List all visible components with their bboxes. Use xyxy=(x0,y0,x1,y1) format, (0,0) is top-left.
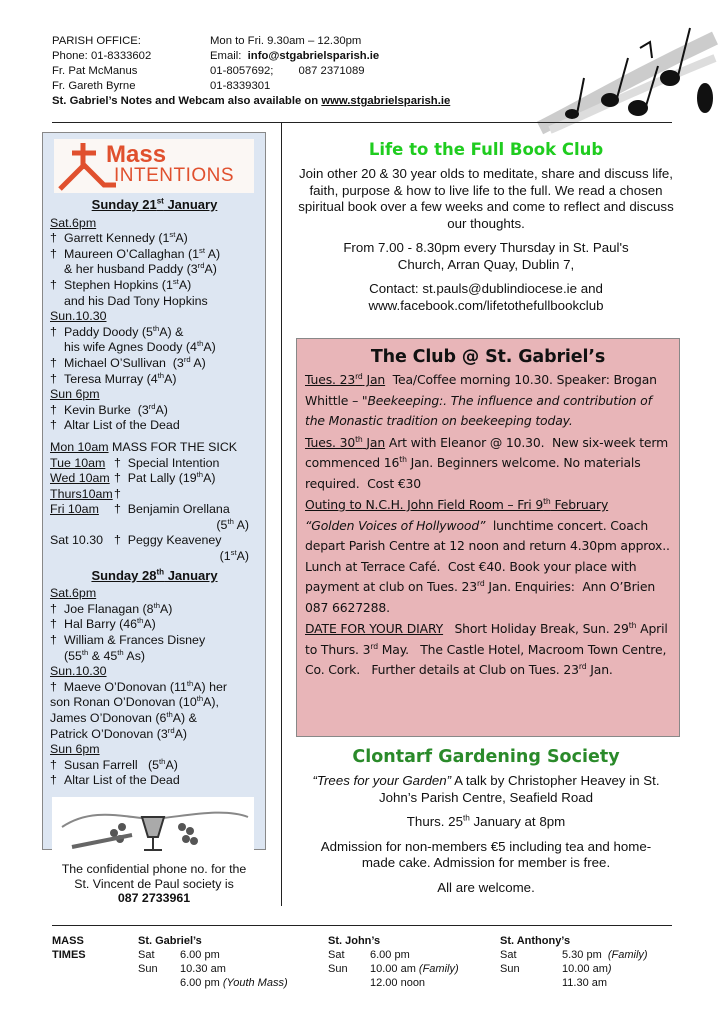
text-segment: January at 8pm xyxy=(469,814,566,829)
mass-time-row xyxy=(328,976,459,990)
superscript: th xyxy=(153,600,160,610)
intentions-list xyxy=(50,586,259,789)
superscript: st xyxy=(169,230,176,240)
intention-item xyxy=(50,231,259,247)
sunday-heading xyxy=(50,197,259,213)
email-label: Email: xyxy=(210,50,248,62)
text-segment: A) xyxy=(203,471,216,486)
intention-item xyxy=(50,325,259,341)
gardening-talk xyxy=(290,773,682,806)
weekday-item xyxy=(50,456,259,472)
mass-day: Sun xyxy=(500,963,520,975)
sunday-heading xyxy=(50,568,259,584)
book-club-intro: Join other 20 & 30 year olds to meditate, share and discuss life, faith, purpose & how to live life to the full. We read a chosen spiritual book over a few weeks and come to reflect and discuss our thoughts. xyxy=(298,166,674,231)
text-segment: James O’Donovan (6 xyxy=(50,711,167,725)
weekday-item xyxy=(50,487,259,503)
mass-day xyxy=(500,976,562,990)
club-panel xyxy=(296,338,680,737)
mass-time: 10.00 am (Family) xyxy=(370,963,459,975)
text-segment: William & Frances Disney xyxy=(64,633,206,648)
text-segment: Joe Flanagan (8 xyxy=(64,601,154,616)
logo-mass: Mass xyxy=(106,141,167,168)
club-item xyxy=(305,370,671,432)
intention-item xyxy=(50,727,259,743)
superscript: th xyxy=(462,813,470,823)
book-club-title: Life to the Full Book Club xyxy=(368,140,604,159)
text-segment: Jan xyxy=(362,434,386,450)
chalice-grapes-image xyxy=(52,797,254,855)
superscript: th xyxy=(81,647,89,657)
column-divider xyxy=(281,122,282,906)
text-segment: A) xyxy=(175,231,188,246)
superscript: th xyxy=(196,469,204,479)
superscript: th xyxy=(227,516,234,526)
mass-time-row xyxy=(328,948,459,962)
mass-time: 6.00 pm (Youth Mass) xyxy=(180,977,288,989)
superscript: st xyxy=(230,547,237,557)
text-segment: A) xyxy=(164,371,177,386)
intention-item xyxy=(50,758,259,774)
svp-text: St. Vincent de Paul society is xyxy=(74,876,234,891)
mass-time: 10.30 am xyxy=(180,963,226,975)
weekday-item xyxy=(50,502,259,518)
weekday-label: Wed 10am xyxy=(50,471,110,486)
weekday-item xyxy=(50,533,259,549)
mass-time-row xyxy=(500,962,648,976)
text-segment: † Special Intention xyxy=(114,455,220,470)
text-segment: A) xyxy=(159,601,173,616)
superscript: th xyxy=(355,434,363,444)
text-segment: Outing to N.C.H. John Field Room – Fri 9 xyxy=(305,497,544,512)
church-column xyxy=(138,934,288,990)
text-segment: A) xyxy=(190,355,206,370)
text-segment: MASS FOR THE SICK xyxy=(108,439,238,454)
talk-text: A talk by Christopher Heavey in St. John’s Parish Centre, Seafield Road xyxy=(378,773,660,805)
mass-time-row xyxy=(328,962,459,976)
weekday-intention xyxy=(114,533,221,549)
priest-phone: 01-8339301 xyxy=(210,80,271,92)
contact-label: Contact: xyxy=(369,281,423,296)
weekday-item xyxy=(50,440,259,456)
club-item-italic: “Golden Voices of Hollywood” xyxy=(305,517,486,533)
text-segment: Tues. 23 xyxy=(305,372,356,387)
intention-item xyxy=(50,356,259,372)
club-item-heading xyxy=(305,497,608,512)
text-segment: Hal Barry (46 xyxy=(64,617,137,632)
superscript: th xyxy=(157,370,165,380)
mass-intentions-panel xyxy=(42,132,266,850)
text-segment: Kevin Burke (3 xyxy=(64,402,149,417)
weekday-label: Sat 10.30 xyxy=(50,533,104,548)
text-segment: A) xyxy=(204,262,217,277)
intention-item xyxy=(50,649,259,665)
book-club-when: From 7.00 - 8.30pm every Thursday in St. Paul's Church, Arran Quay, Dublin 7, xyxy=(343,240,629,272)
office-hours: Mon to Fri. 9.30am – 12.30pm xyxy=(210,35,362,47)
text-segment: lunchtime concert. Coach depart Parish Centre at 12 noon and return 4.30pm approx.. Lunch at Terrace Café. Cost €40. Book your place with payment at club on Tues. 23 xyxy=(305,517,678,594)
superscript: th xyxy=(152,323,160,333)
club-item-heading xyxy=(305,435,385,450)
text-segment: Altar List of the Dead xyxy=(64,418,180,433)
text-segment: † xyxy=(114,486,121,501)
club-item xyxy=(305,619,671,681)
superscript: th xyxy=(186,678,194,688)
intention-item xyxy=(50,418,259,434)
svp-text: The confidential phone no. for the xyxy=(61,862,247,876)
text-segment: A), xyxy=(203,695,219,710)
phone: Phone: 01-8333602 xyxy=(52,50,152,62)
text-segment: Sunday 21 xyxy=(91,197,157,212)
mass-time-row xyxy=(138,962,288,976)
intentions-list xyxy=(50,216,259,434)
text-segment: Altar List of the Dead xyxy=(64,773,180,788)
superscript: rd xyxy=(197,261,205,271)
office-label: PARISH OFFICE: xyxy=(52,35,141,47)
text-segment: January xyxy=(163,197,218,212)
intention-item xyxy=(50,711,259,727)
gardening-welcome: All are welcome. xyxy=(437,879,535,895)
text-segment: & 45 xyxy=(88,648,118,663)
text-segment: Jan. Beginners welcome. No materials required. Cost €30 xyxy=(305,455,645,491)
book-club-section xyxy=(290,140,682,322)
mass-time: 12.00 noon xyxy=(370,977,426,989)
text-segment: Teresa Murray (4 xyxy=(64,371,158,386)
superscript: rd xyxy=(578,661,587,671)
contact-email-link[interactable]: st.pauls@dublindiocese.ie xyxy=(422,281,577,296)
superscript: st xyxy=(156,196,164,206)
parish-office-header xyxy=(52,34,450,109)
mass-note: (Youth Mass) xyxy=(222,977,288,989)
mass-day: Sun xyxy=(138,963,158,975)
mass-day: Sun xyxy=(328,963,348,975)
intention-item xyxy=(50,262,259,278)
intention-item xyxy=(50,633,259,649)
mass-day xyxy=(328,976,370,990)
church-name: St. Gabriel’s xyxy=(138,935,202,947)
church-column xyxy=(328,934,459,990)
text-segment: † Pat Lally (19 xyxy=(114,471,197,486)
weekday-label: Thurs10am xyxy=(50,486,113,501)
priest-name: Fr. Gareth Byrne xyxy=(52,80,136,92)
text-segment: Paddy Doody (5 xyxy=(64,324,153,339)
text-segment: Jan. Enquiries: Ann O’Brien 087 6627288. xyxy=(305,579,659,615)
intention-item xyxy=(50,278,259,294)
mass-time-row xyxy=(500,948,648,962)
superscript: th xyxy=(543,496,551,506)
mass-time-heading: Sat.6pm xyxy=(50,215,97,230)
weekday-label: Fri 10am xyxy=(50,502,99,517)
superscript: rd xyxy=(167,725,175,735)
club-item-italic: Beekeeping:. The influence and contribution of the Monastic tradition on beekeeping today. xyxy=(305,392,652,428)
intention-item xyxy=(50,340,259,356)
weekday-item xyxy=(50,471,259,487)
mass-day: Sat xyxy=(138,949,155,961)
mass-day xyxy=(138,976,180,990)
weekday-list xyxy=(50,440,259,565)
email-link[interactable]: info@stgabrielsparish.ie xyxy=(247,50,380,62)
superscript: th xyxy=(196,694,204,704)
contact-and: and xyxy=(577,281,603,296)
text-segment: A) her xyxy=(193,679,227,694)
mass-time: 5.30 pm (Family) xyxy=(562,949,648,961)
text-segment: Stephen Hopkins (1 xyxy=(64,277,173,292)
mass-time-heading: Sun.10.30 xyxy=(50,664,107,679)
mass-time-heading: Sun 6pm xyxy=(50,742,100,757)
text-segment: † Benjamin Orellana xyxy=(114,502,230,517)
mass-times-label: MASS TIMES xyxy=(52,935,86,961)
priest-phone: 01-8057692; 087 2371089 xyxy=(210,65,365,77)
intention-item xyxy=(50,695,259,711)
text-segment: A) xyxy=(233,517,249,532)
text-segment: (5 xyxy=(216,517,228,532)
text-segment: A) & xyxy=(159,324,184,339)
superscript: th xyxy=(117,647,124,657)
text-segment: his wife Agnes Doody (4 xyxy=(64,340,197,355)
weekday-intention xyxy=(114,471,215,487)
gardening-admission: Admission for non-members €5 including tea and home-made cake. Admission for member is free. xyxy=(320,838,652,870)
svp-phone: 087 2733961 xyxy=(117,891,191,905)
superscript: rd xyxy=(370,641,378,651)
superscript: th xyxy=(166,709,173,719)
mass-time: 6.00 pm xyxy=(180,949,220,961)
mass-time: 10.00 am) xyxy=(562,963,612,975)
mass-time-heading: Sat.6pm xyxy=(50,586,97,601)
club-item-heading xyxy=(305,372,385,387)
club-item xyxy=(305,433,671,495)
mass-time-heading: Sun.10.30 xyxy=(50,309,107,324)
superscript: rd xyxy=(183,354,191,364)
header-divider xyxy=(52,122,672,123)
website-link[interactable]: www.stgabrielsparish.ie xyxy=(321,95,451,107)
priest-name: Fr. Pat McManus xyxy=(52,65,138,77)
text-segment: April to Thurs. 3 xyxy=(305,621,672,657)
intention-item xyxy=(50,680,259,696)
church-name: St. Anthony’s xyxy=(500,935,571,947)
talk-title: “Trees for your Garden” xyxy=(312,773,452,788)
text-segment: Jan. xyxy=(586,662,613,677)
text-segment: † Peggy Keaveney xyxy=(114,533,222,548)
footer-divider xyxy=(52,925,672,926)
mass-day: Sat xyxy=(328,949,345,961)
text-segment: (1 xyxy=(219,549,231,564)
text-segment: A) xyxy=(203,340,216,355)
superscript: rd xyxy=(477,578,485,588)
text-segment: A) xyxy=(178,277,192,292)
text-segment: Michael O’Sullivan (3 xyxy=(64,355,184,370)
text-segment: Susan Farrell (5 xyxy=(64,757,160,772)
svp-notice xyxy=(42,862,266,906)
text-segment: May. The Castle Hotel, Macroom Town Centre, Co. Cork. Further details at Club on Tues. 23 xyxy=(305,641,671,677)
text-segment: February xyxy=(550,497,609,512)
gardening-section xyxy=(290,747,682,904)
mass-time-row xyxy=(138,948,288,962)
intention-item xyxy=(50,247,259,263)
superscript: th xyxy=(159,756,166,766)
club-title: The Club @ St. Gabriel’s xyxy=(370,347,606,367)
superscript: th xyxy=(196,339,204,349)
intention-item xyxy=(50,294,259,310)
club-item-text: Tea/Coffee morning 10.30. Speaker: Brogan Whittle – " xyxy=(305,372,661,408)
text-segment: Maureen O’Callaghan (1 xyxy=(64,246,199,261)
text-segment: January xyxy=(164,567,218,583)
text-segment: (55 xyxy=(64,648,82,663)
text-segment: A) xyxy=(155,402,168,417)
mass-time: 11.30 am xyxy=(562,977,608,989)
weekday-label: Mon 10am xyxy=(50,439,109,454)
superscript: th xyxy=(399,454,407,464)
text-segment: A) xyxy=(236,549,249,564)
text-segment: † Maeve O’Donovan (11 xyxy=(50,679,187,694)
intention-item xyxy=(50,617,259,633)
text-segment: Jan xyxy=(362,372,386,387)
intention-item xyxy=(50,372,259,388)
text-segment: A) & xyxy=(172,711,197,725)
text-segment: Thurs. 25 xyxy=(406,814,463,829)
gardening-date xyxy=(290,814,682,831)
text-segment: & her husband Paddy (3 xyxy=(64,262,198,277)
club-item xyxy=(305,495,678,618)
weekday-intention xyxy=(114,502,230,518)
gardening-title: Clontarf Gardening Society xyxy=(352,747,620,767)
text-segment: A) xyxy=(204,246,221,261)
intention-item xyxy=(50,549,259,565)
church-name: St. John’s xyxy=(328,935,381,947)
text-segment: Art with Eleanor @ 10.30. New six-week term commenced 16 xyxy=(305,434,672,470)
intention-item xyxy=(50,403,259,419)
mass-note: (Family) xyxy=(607,949,648,961)
text-segment: A) xyxy=(174,726,187,741)
intention-item xyxy=(50,773,259,789)
mass-note: (Family) xyxy=(418,963,459,975)
text-segment: Patrick O’Donovan (3 xyxy=(50,726,168,741)
intention-item xyxy=(50,602,259,618)
text-segment: Garrett Kennedy (1 xyxy=(64,231,170,246)
intention-item xyxy=(50,518,259,534)
music-notes-image xyxy=(520,18,720,143)
superscript: th xyxy=(156,567,165,577)
superscript: rd xyxy=(355,371,363,381)
superscript: st xyxy=(199,245,205,255)
text-segment: A) xyxy=(165,757,178,772)
mass-day: Sat xyxy=(500,949,517,961)
text-segment: As) xyxy=(123,648,146,663)
mass-intentions-logo xyxy=(54,139,254,193)
superscript: th xyxy=(628,620,637,630)
facebook-link[interactable]: www.facebook.com/lifetothefullbookclub xyxy=(368,297,604,313)
mass-time-heading: Sun 6pm xyxy=(50,387,100,402)
logo-intentions: INTENTIONS xyxy=(114,165,235,186)
weekday-intention xyxy=(114,487,121,503)
weekday-intention xyxy=(109,440,238,456)
mass-time-row xyxy=(138,976,288,990)
church-column xyxy=(500,934,648,990)
text-segment: Sunday 28 xyxy=(91,567,157,583)
text-segment: A) xyxy=(143,617,156,632)
superscript: th xyxy=(137,616,144,626)
mass-time-row xyxy=(500,976,648,990)
mass-time: 6.00 pm xyxy=(370,949,410,961)
weekday-intention xyxy=(114,456,219,472)
notes-text: St. Gabriel’s Notes and Webcam also available on xyxy=(52,95,322,107)
superscript: rd xyxy=(148,401,156,411)
text-segment: and his Dad Tony Hopkins xyxy=(64,293,208,308)
text-segment: son Ronan O’Donovan (10 xyxy=(50,695,197,710)
superscript: st xyxy=(172,276,179,286)
club-item-heading: DATE FOR YOUR DIARY xyxy=(305,621,444,636)
text-segment: Short Holiday Break, Sun. 29 xyxy=(443,621,629,636)
weekday-label: Tue 10am xyxy=(50,455,106,470)
text-segment: Tues. 30 xyxy=(305,434,356,450)
mass-note: ) xyxy=(607,963,612,975)
